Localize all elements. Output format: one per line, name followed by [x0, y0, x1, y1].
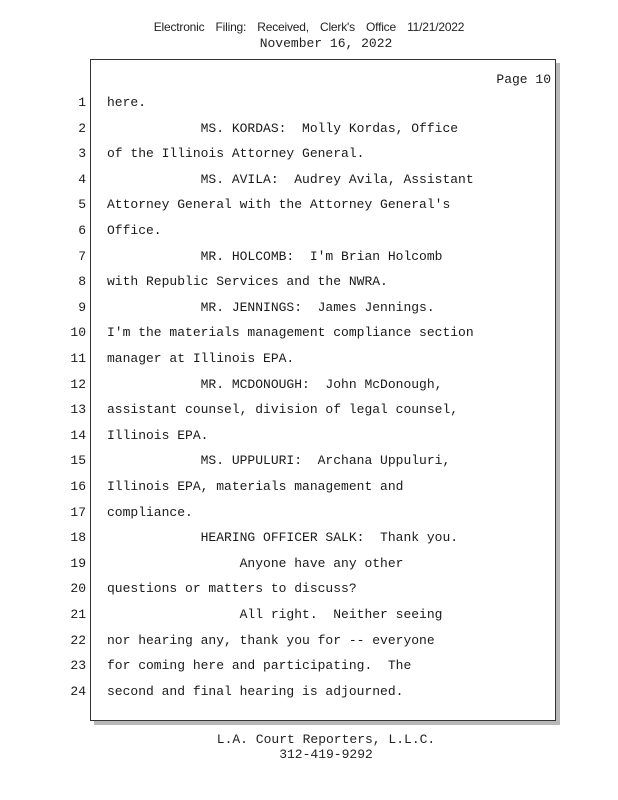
line-number: 14	[70, 427, 86, 443]
page-number: Page 10	[496, 72, 551, 87]
transcript-line: Illinois EPA.	[107, 427, 209, 443]
line-number: 7	[78, 248, 86, 264]
transcript-line: compliance.	[107, 504, 193, 520]
transcript-line: questions or matters to discuss?	[107, 581, 357, 597]
line-number: 11	[70, 351, 86, 366]
transcript-line: MR. HOLCOMB: I'm Brian Holcomb	[107, 248, 443, 264]
transcript-line: nor hearing any, thank you for -- everyone	[107, 632, 435, 648]
transcript-line: MS. UPPULURI: Archana Uppuluri,	[107, 453, 451, 469]
transcript-line: for coming here and participating. The	[107, 658, 412, 674]
transcript-line: All right. Neither seeing	[107, 607, 443, 622]
line-number: 19	[70, 555, 86, 571]
line-number: 9	[78, 299, 86, 315]
transcript-line: MS. KORDAS: Molly Kordas, Office	[107, 120, 459, 136]
transcript-line: of the Illinois Attorney General.	[107, 146, 365, 162]
reporter-company: L.A. Court Reporters, L.L.C.	[216, 732, 436, 747]
transcript-line: HEARING OFFICER SALK: Thank you.	[107, 530, 459, 546]
transcript-line: assistant counsel, division of legal counsel,	[107, 402, 459, 418]
line-number: 18	[70, 530, 86, 546]
transcript-line: manager at Illinois EPA.	[107, 351, 295, 366]
filing-stamp: Electronic Filing: Received, Clerk's Office 11/21/2022	[153, 20, 465, 34]
transcript-line: Anyone have any other	[107, 555, 404, 571]
line-number: 10	[70, 325, 86, 341]
line-number: 5	[78, 197, 86, 213]
transcript-line: MR. JENNINGS: James Jennings.	[107, 299, 435, 315]
line-number: 12	[70, 376, 86, 392]
transcript-line: here.	[107, 95, 147, 110]
line-number: 20	[70, 581, 86, 597]
line-number: 15	[70, 453, 86, 469]
transcript-line: I'm the materials management compliance section	[107, 325, 474, 341]
transcript-line: Office.	[107, 223, 162, 238]
transcript-line: MS. AVILA: Audrey Avila, Assistant	[107, 171, 474, 187]
transcript-line: with Republic Services and the NWRA.	[107, 274, 388, 290]
line-number: 4	[78, 171, 86, 187]
line-number: 3	[78, 146, 86, 162]
transcript-line: second and final hearing is adjourned.	[107, 683, 404, 699]
line-number: 22	[70, 632, 86, 648]
line-number: 17	[70, 504, 86, 520]
line-number: 13	[70, 402, 86, 418]
reporter-phone: 312-419-9292	[279, 747, 373, 762]
line-number: 6	[78, 223, 86, 238]
transcript-line: MR. MCDONOUGH: John McDonough,	[107, 376, 443, 392]
line-number: 24	[70, 683, 86, 699]
line-number: 8	[78, 274, 86, 290]
transcript-line: Attorney General with the Attorney General's	[107, 197, 451, 213]
line-number: 16	[70, 479, 86, 494]
transcript-line: Illinois EPA, materials management and	[107, 479, 404, 494]
line-number: 23	[70, 658, 86, 674]
line-number: 1	[78, 95, 86, 110]
line-number: 2	[78, 120, 86, 136]
line-number: 21	[70, 607, 86, 622]
hearing-date: November 16, 2022	[259, 36, 393, 51]
